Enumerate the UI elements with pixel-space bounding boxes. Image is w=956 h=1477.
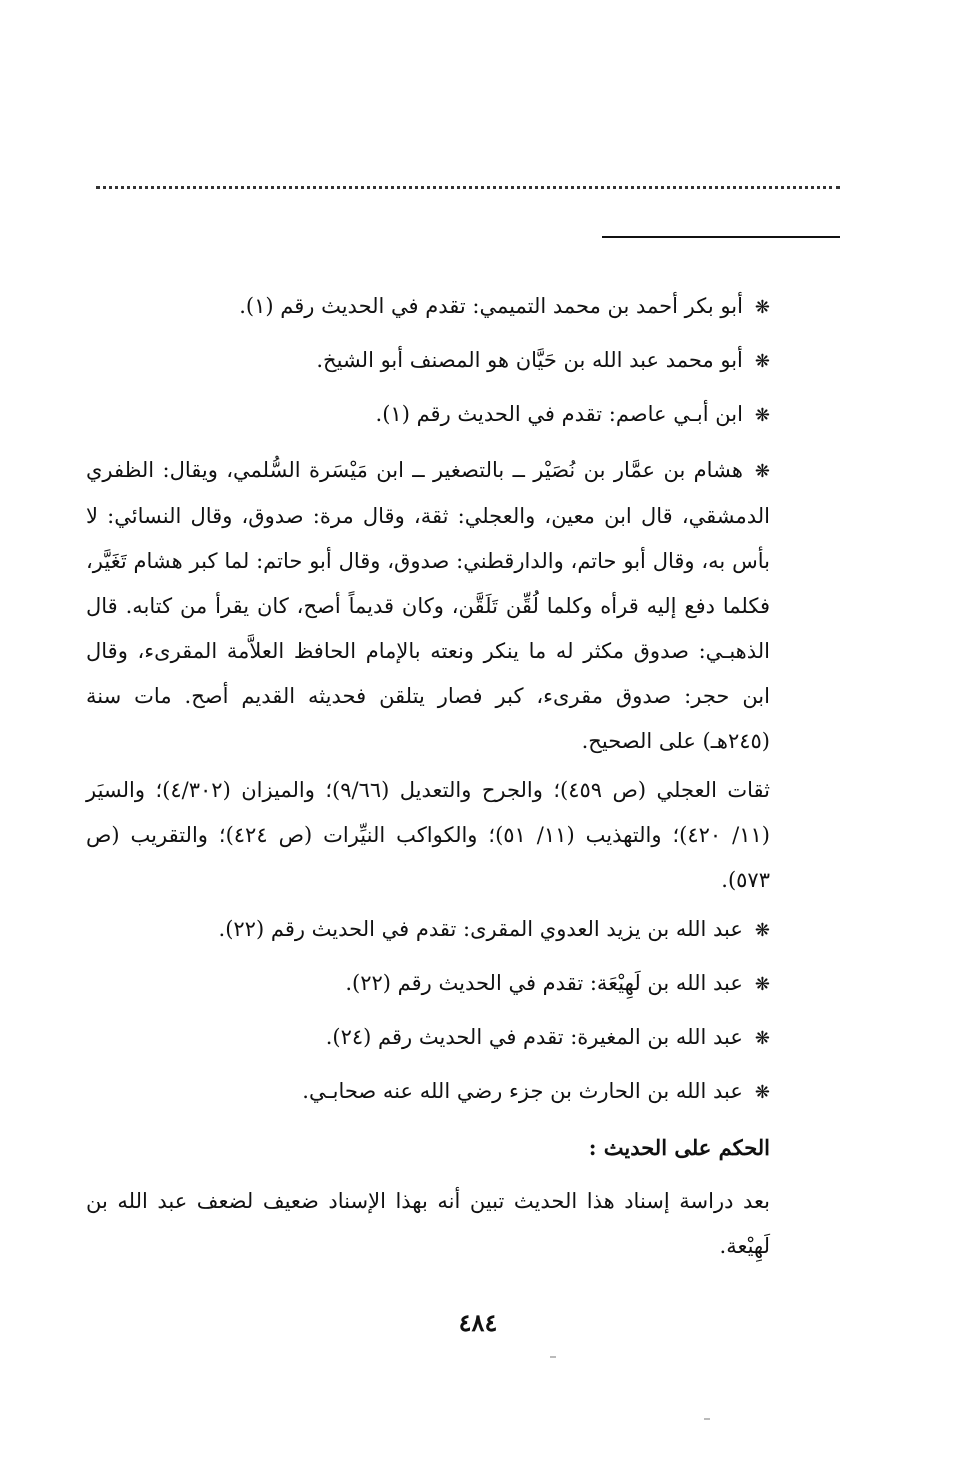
ruling-text: بعد دراسة إسناد هذا الحديث تبين أنه بهذا الإسناد ضعيف لضعف عبد الله بن لَهِيْعة. — [86, 1189, 770, 1258]
scan-speck — [704, 1418, 710, 1420]
bullet-star-icon: ❋ — [754, 974, 770, 995]
dotted-separator — [96, 186, 840, 189]
bullet-star-icon: ❋ — [754, 1028, 770, 1049]
hisham-biography — [86, 442, 770, 764]
page-number: ٤٨٤ — [458, 1308, 498, 1337]
bullet-star-icon: ❋ — [754, 461, 770, 482]
footnote-rule — [602, 236, 840, 238]
bullet-star-icon: ❋ — [754, 297, 770, 318]
scan-speck — [550, 1356, 556, 1358]
narrator-text: ابن أبـي عاصم: تقدم في الحديث رقم (١). — [375, 402, 743, 426]
hisham-references: ثقات العجلي (ص ٤٥٩)؛ والجرح والتعديل (٩/٦٦)؛ والميزان (٤/٣٠٢)؛ والسيَر (١١/ ٤٢٠)؛ والتهذيب (١١/ ٥١)؛ والكواكب النيِّرات (ص ٤٢٤)؛ والتقريب (ص ٥٧٣). — [86, 778, 771, 892]
narrator-entry — [86, 388, 770, 442]
hisham-text: هشام بن عمَّار بن نُصَيْر ــ بالتصغير ــ ابن مَيْسَرة السُّلمي، ويقال: الظفري الدمشقي، قال ابن معين، والعجلي: ثقة، وقال مرة: صدوق، وقال النسائي: لا بأس به، وقال أبو حاتم، والدارقطني: صدوق، وقال أبو حاتم: لما كبر هشام تَغَيَّر، فكلما دفع إليه قرأه وكلما لُقِّن تَلَقَّن، وكان قديماً أصح، كان يقرأ من كتابه. قال الذهبـي: صدوق مكثر له ما ينكر ونعته بالإمام الحافظ العلاَّمة المقرىء، وقال ابن حجر: صدوق مقرىء، كبر فصار يتلقن فحديثه القديم أصح. مات سنة (٢٤٥هـ) على الصحيح. — [86, 458, 770, 753]
narrator-entry — [86, 1065, 770, 1119]
narrator-text: عبد الله بن الحارث بن جزء رضي الله عنه صحابـي. — [302, 1079, 743, 1103]
narrator-entry — [86, 957, 770, 1011]
narrator-text: أبو بكر أحمد بن محمد التميمي: تقدم في الحديث رقم (١). — [239, 294, 743, 318]
page-body — [86, 280, 770, 1269]
bullet-star-icon: ❋ — [754, 1082, 770, 1103]
narrator-text: عبد الله بن لَهِيْعَة: تقدم في الحديث رقم (٢٢). — [345, 971, 743, 995]
bullet-star-icon: ❋ — [754, 405, 770, 426]
narrator-text: عبد الله بن يزيد العدوي المقرى: تقدم في الحديث رقم (٢٢). — [218, 917, 743, 941]
bullet-star-icon: ❋ — [754, 351, 770, 372]
narrator-entry — [86, 903, 770, 957]
narrator-entry — [86, 280, 770, 334]
narrator-text: أبو محمد عبد الله بن حَيَّان هو المصنف أبو الشيخ. — [316, 348, 743, 372]
bullet-star-icon: ❋ — [754, 920, 770, 941]
narrator-text: عبد الله بن المغيرة: تقدم في الحديث رقم (٢٤). — [325, 1025, 743, 1049]
narrator-entry — [86, 1011, 770, 1065]
narrator-entry — [86, 334, 770, 388]
ruling-heading: الحكم على الحديث : — [588, 1135, 770, 1160]
